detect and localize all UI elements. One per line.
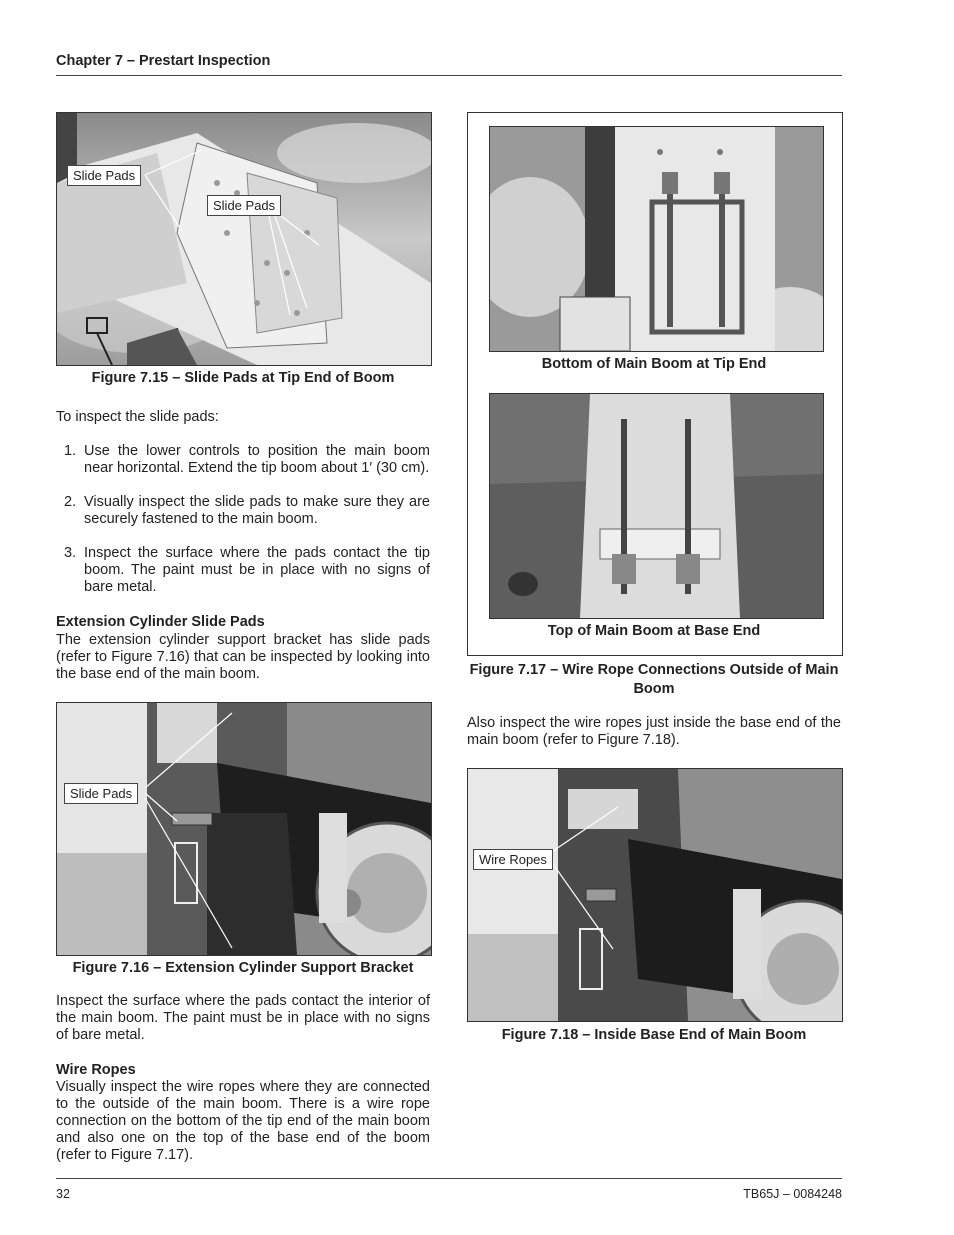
step-number: 2. [64,494,77,510]
figure-7-15-caption: Figure 7.15 – Slide Pads at Tip End of Boom [91,370,395,386]
wire-ropes-text: Visually inspect the wire ropes where they are connected to the outside of the main boom. There is a wire rope connection on the bottom of the tip end of the main boom and also one on the top of the base end of the boom (refer to Figure 7.17). [56,1079,430,1163]
header-rule [56,75,842,76]
step-text: Use the lower controls to position the main boom near horizontal. Extend the tip boom about 1′ (30 cm). [84,443,430,476]
figure-7-18-photo [467,768,843,1022]
ext-cylinder-text: The extension cylinder support bracket has slide pads (refer to Figure 7.16) that can be inspected by looking into the base end of the main boom. [56,632,430,682]
footer-rule [56,1178,842,1179]
slide-pads-callout-1: Slide Pads [67,165,141,186]
step-item [56,494,430,528]
figure-7-17-caption: Figure 7.17 – Wire Rope Connections Outside of Main Boom [469,662,839,697]
inspect-surface-text: Inspect the surface where the pads contact the interior of the main boom. The paint must be in place with no signs of bare metal. [56,993,430,1043]
ext-cylinder-heading: Extension Cylinder Slide Pads [56,614,265,630]
step-item [56,545,430,596]
slide-pads-callout-3: Slide Pads [64,783,138,804]
intro-text: To inspect the slide pads: [56,409,219,425]
also-inspect-text: Also inspect the wire ropes just inside the base end of the main boom (refer to Figure 7.18). [467,715,841,748]
figure-7-17-sub-caption-2: Top of Main Boom at Base End [547,623,761,639]
page-number: 32 [56,1187,70,1201]
step-text: Inspect the surface where the pads contact the tip boom. The paint must be in place with no signs of bare metal. [84,545,430,595]
step-number: 1. [64,443,77,459]
figure-7-16-caption: Figure 7.16 – Extension Cylinder Support Bracket [72,960,414,976]
wire-ropes-callout: Wire Ropes [473,849,553,870]
chapter-header: Chapter 7 – Prestart Inspection [56,53,271,69]
document-id: TB65J – 0084248 [743,1187,842,1201]
steps-list [56,443,430,596]
figure-7-17-top-photo [489,126,824,352]
wire-ropes-heading: Wire Ropes [56,1062,136,1078]
figure-7-17-bottom-photo [489,393,824,619]
figure-7-18-caption: Figure 7.18 – Inside Base End of Main Boom [501,1027,807,1043]
step-number: 3. [64,545,77,561]
figure-7-16-photo [56,702,432,956]
slide-pads-callout-2: Slide Pads [207,195,281,216]
figure-7-15-photo [56,112,432,366]
step-text: Visually inspect the slide pads to make sure they are securely fastened to the main boom. [84,494,430,527]
step-item [56,443,430,477]
figure-7-17-sub-caption-1: Bottom of Main Boom at Tip End [541,356,767,372]
